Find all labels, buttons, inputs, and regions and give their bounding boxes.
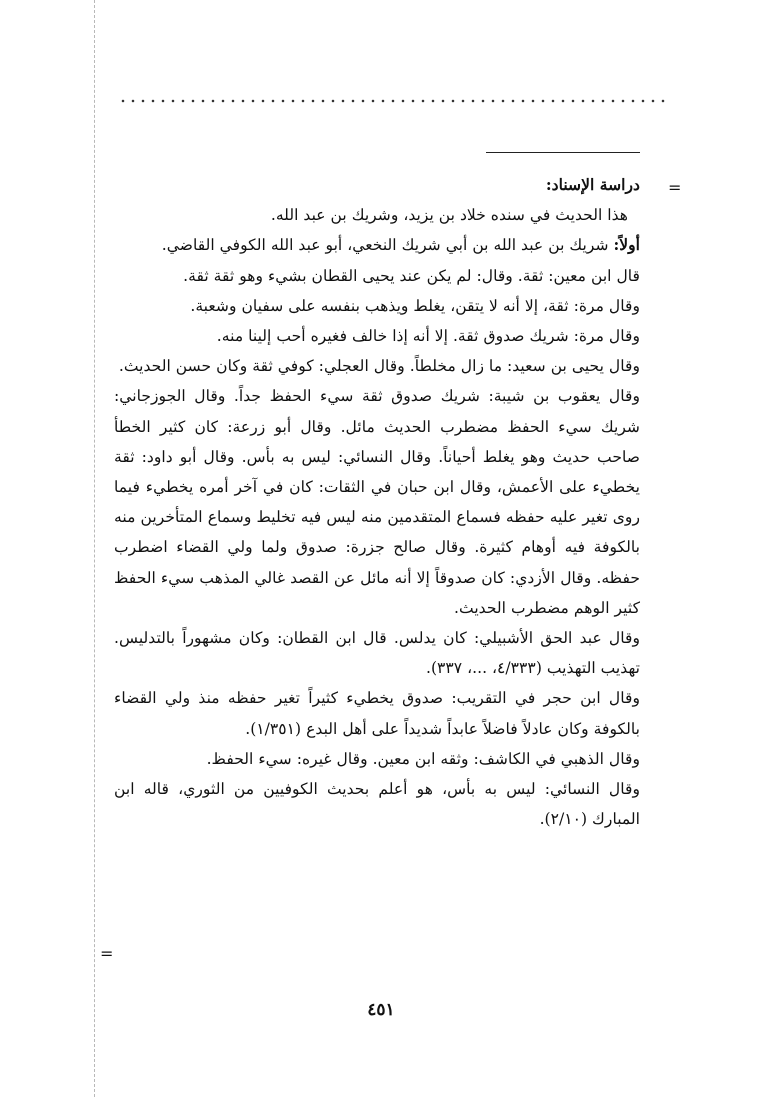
footnote-body [114,170,640,834]
paragraph-1: قال ابن معين: ثقة. وقال: لم يكن عند يحيى القطان بشيء وهو ثقة ثقة. [183,266,640,285]
first-text: شريك بن عبد الله بن أبي شريك النخعي، أبو عبد الله الكوفي القاضي. [161,236,614,255]
first-label: أولاً: [613,235,640,255]
paragraph-9: وقال النسائي: ليس به بأس، هو أعلم بحديث الكوفيين من الثوري، قاله ابن المبارك (٢/١٠). [114,780,640,829]
continuation-mark-top: = [668,178,682,197]
section-heading: دراسة الإسناد: [545,175,640,194]
narrator-paragraph [114,230,640,260]
paragraph-6: وقال عبد الحق الأشبيلي: كان يدلس. قال ابن القطان: وكان مشهوراً بالتدليس. تهذيب التهذيب (٤/٣٣٣، ...، ٣٣٧). [114,629,640,678]
paragraph-2: وقال مرة: ثقة، إلا أنه لا يتقن، يغلط ويذهب بنفسه على سفيان وشعبة. [190,296,640,315]
paragraph-7: وقال ابن حجر في التقريب: صدوق يخطيء كثيراً تغير حفظه منذ ولي القضاء بالكوفة وكان عادلاً فاضلاً عابداً شديداً على أهل البدع (١/٣٥١). [114,689,640,738]
paragraph-8: وقال الذهبي في الكاشف: وثقه ابن معين. وقال غيره: سيء الحفظ. [206,749,640,768]
footnote-rule [486,152,640,153]
binding-margin-rule [94,0,95,1097]
paragraph-3: وقال مرة: شريك صدوق ثقة. إلا أنه إذا خالف فغيره أحب إلينا منه. [216,327,640,346]
paragraph-5: وقال يعقوب بن شيبة: شريك صدوق ثقة سيء الحفظ جداً. وقال الجوزجاني: شريك سيء الحفظ مضطرب الحديث مائل. وقال أبو زرعة: كان كثير الخطأ صاحب حديث وهو يغلط أحياناً. وقال النسائي: ليس به بأس. وقال أبو داود: ثقة يخطيء على الأعمش، وقال ابن حبان في الثقات: كان في آخر أمره يخطيء فيما روى تغير عليه حفظه فسماع المتقدمين منه ليس فيه تخليط وسماع المتأخرين منه بالكوفة فيه أوهام كثيرة. وقال صالح جزرة: صدوق ولما ولي القضاء اضطرب حفظه. وقال الأزدي: كان صدوقاً إلا أنه مائل عن القصد غالي المذهب سيء الحفظ كثير الوهم مضطرب الحديث. [114,387,640,617]
paragraph-4: وقال يحيى بن سعيد: ما زال مخلطاً. وقال العجلي: كوفي ثقة وكان حسن الحديث. [118,357,640,376]
dotted-separator [118,98,666,104]
page-number: ٤٥١ [367,1000,395,1020]
continuation-mark-bottom: = [100,944,114,963]
intro-paragraph: هذا الحديث في سنده خلاد بن يزيد، وشريك بن عبد الله. [270,206,628,225]
